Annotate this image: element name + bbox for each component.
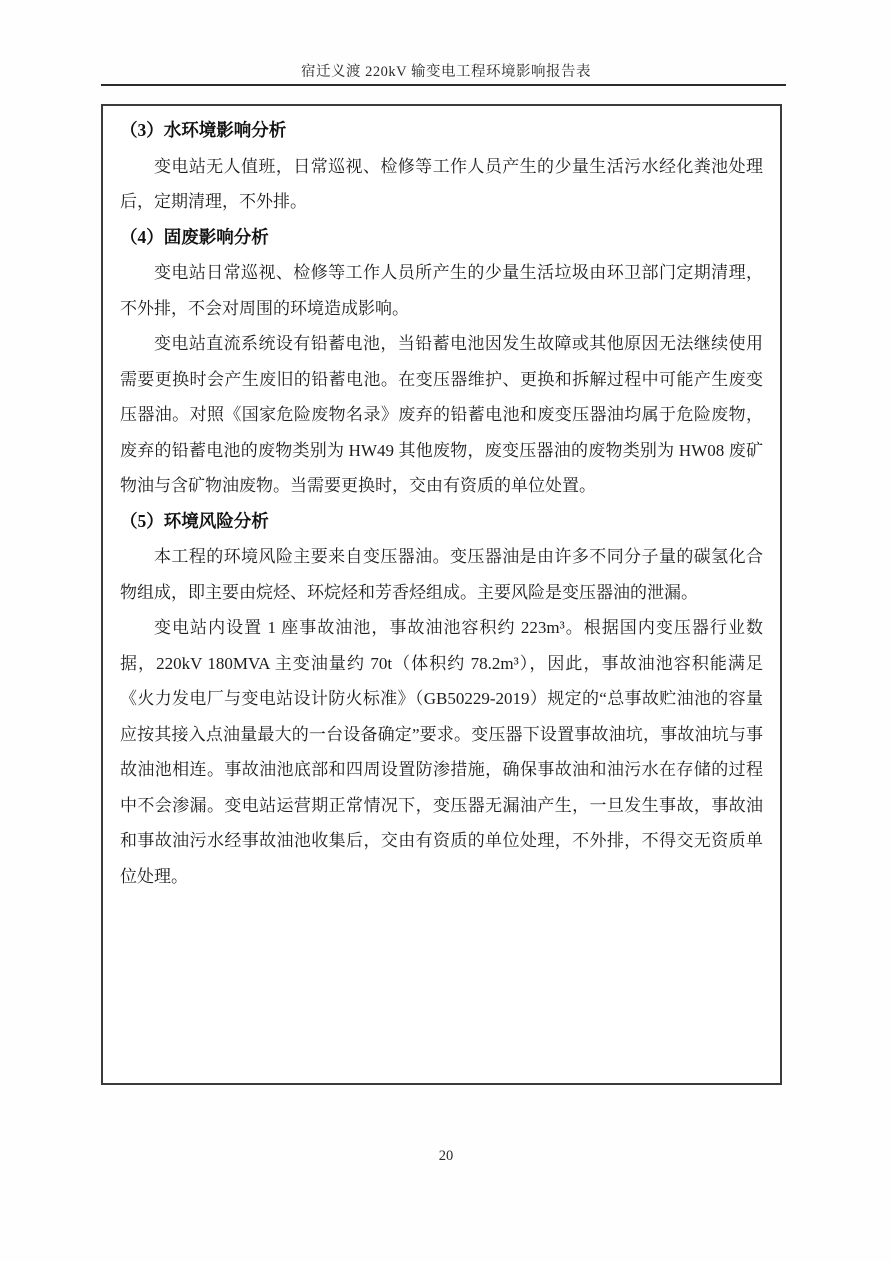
section4-paragraph-1: 变电站日常巡视、检修等工作人员所产生的少量生活垃圾由环卫部门定期清理，不外排，不会对周围的环境造成影响。 xyxy=(120,263,763,318)
section5-paragraph-1: 本工程的环境风险主要来自变压器油。变压器油是由许多不同分子量的碳氢化合物组成，即主要由烷烃、环烷烃和芳香烃组成。主要风险是变压器油的泄漏。 xyxy=(120,547,763,602)
header-divider xyxy=(101,84,786,86)
section5-paragraph-2: 变电站内设置 1 座事故油池，事故油池容积约 223m³。根据国内变压器行业数据，220kV 180MVA 主变油量约 70t（体积约 78.2m³），因此，事故油池容积能满足《火力发电厂与变电站设计防火标准》（GB50229-2019）规定的“总事故贮油池的容量应按其接入点油量最大的一台设备确定”要求。变压器下设置事故油坑，事故油坑与事故油池相连。事故油池底部和四周设置防渗措施，确保事故油和油污水在存储的过程中不会渗漏。变电站运营期正常情况下，变压器无漏油产生，一旦发生事故，事故油和事故油污水经事故油池收集后，交由有资质的单位处理，不外排，不得交无资质单位处理。 xyxy=(120,618,763,886)
page-number: 20 xyxy=(438,1148,454,1164)
report-header-title: 宿迁义渡 220kV 输变电工程环境影响报告表 xyxy=(301,64,591,80)
section4-paragraph-2: 变电站直流系统设有铅蓄电池，当铅蓄电池因发生故障或其他原因无法继续使用需要更换时会产生废旧的铅蓄电池。在变压器维护、更换和拆解过程中可能产生废变压器油。对照《国家危险废物名录》废弃的铅蓄电池和废变压器油均属于危险废物，废弃的铅蓄电池的废物类别为 HW49 其他废物，废变压器油的废物类别为 HW08 废矿物油与含矿物油废物。当需要更换时，交由有资质的单位处置。 xyxy=(120,334,763,495)
report-table-cell xyxy=(101,104,782,1085)
section4-heading: （4）固废影响分析 xyxy=(120,226,269,247)
section3-paragraph-1: 变电站无人值班，日常巡视、检修等工作人员产生的少量生活污水经化粪池处理后，定期清理，不外排。 xyxy=(120,156,763,211)
section5-heading: （5）环境风险分析 xyxy=(120,510,269,531)
section3-heading: （3）水环境影响分析 xyxy=(120,120,287,140)
